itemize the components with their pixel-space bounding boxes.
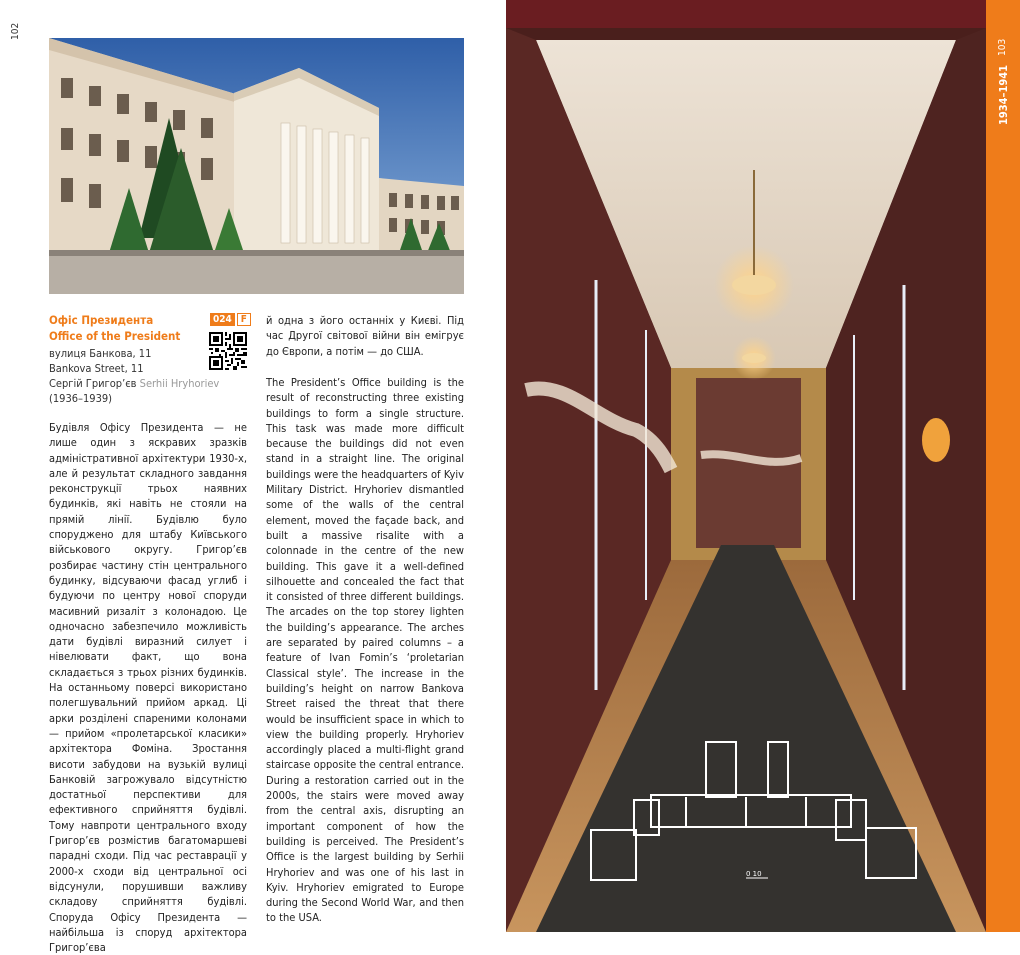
architect-line bbox=[49, 377, 219, 390]
architect-english: Serhii Hryhoriev bbox=[139, 377, 220, 390]
entry-title-english: Office of the President bbox=[49, 329, 181, 343]
address-ukrainian: вулиця Банкова, 11 bbox=[49, 347, 152, 360]
address-english: Bankova Street, 11 bbox=[49, 362, 144, 375]
body-text-english: The President’s Office building is the result of reconstructing three existing buildings to form a single structure. This task was made more difficult because the buildings did not even stand in a straight line. The original buildings were the headquarters of Kyiv Military District. Hryhoriev dismantled some of the walls of the central element, moved the façade back, and built a massive risalite with a colonnade in the centre of the new building. This gave it a well-defined silhouette and concealed the fact that it consisted of three different buildings. The arcades on the top storey lighten the building’s appearance. The arches are separated by paired columns – a feature of Ivan Fomin’s ‘proletarian Classical style’. The increase in the building’s height on narrow Bankova Street raised the threat that there would be insufficient space in which to view the building properly. Hryhoriev accordingly placed a multi-flight grand staircase opposite the central entrance. During a restoration carried out in the 2000s, the stairs were moved away from the central axis, disrupting an important component of how the building is perceived. The President’s Office is the largest building by Serhii Hryhoriev and was one of his last in Kyiv. Hryhoriev emigrated to Europe during the Second World War, and then to the USA. bbox=[266, 376, 464, 925]
qr-code-icon[interactable] bbox=[209, 332, 247, 370]
body-text-ukrainian-continued: й одна з його останніх у Києві. Під час Другої світової війни він емігрує до Європи, а потім — до США. bbox=[266, 314, 464, 358]
body-text-ukrainian: Будівля Офісу Президента — не лише один з яскравих зразків адміністративної архітектури 1930-х, але й результат складного завдання реконструкції трьох наявних будинків, які навіть не стояли на прямій лінії. Будівлю було споруджено для штабу Київського військового округу. Григор’єв розбирає частину стін центрального будинку, відсуваючи фасад углиб і будуючи по центру нової споруди масивний ризаліт з колонадою. Це одночасно забезпечило можливість дати будівлі виразний силует і нівелювати факт, що вона складається з трьох різних будинків. На останньому поверсі використано полегшувальний прийом аркад. Ці арки розділені спареними колонами — прийом «пролетарської класики» архітектора Фоміна. Зростання висоти забудови на вузькій вулиці Банковій загрожувало відсутністю достатньої перспективи для ефективного сприйняття будівлі. Тому навпроти центрального входу Григор’єв розмістив багатомаршеві парадні сходи. Під час реставрації у 2000-х сходи від центральної осі відсунули, порушивши важливу складову сприйняття будівлі. Споруда Офісу Президента — найбільша із споруд архітектора Григор’єва bbox=[49, 421, 247, 955]
interior-corridor-photo bbox=[506, 0, 986, 932]
plan-scale-label: 0 10 bbox=[746, 870, 762, 878]
badge-number: 024 bbox=[210, 313, 235, 326]
chapter-period: 1934–1941 bbox=[997, 64, 1010, 125]
entry-title-ukrainian: Офіс Президента bbox=[49, 313, 154, 327]
building-exterior-photo bbox=[49, 38, 464, 294]
chapter-side-strip bbox=[986, 0, 1020, 932]
badge-letter: F bbox=[237, 313, 251, 326]
left-page bbox=[0, 0, 506, 955]
page-number-left: 102 bbox=[10, 22, 21, 40]
architect-ukrainian: Сергій Григор’єв bbox=[49, 377, 137, 390]
page-number-right: 103 bbox=[997, 38, 1008, 56]
entry-badge bbox=[210, 313, 251, 326]
construction-years: (1936–1939) bbox=[49, 392, 113, 405]
